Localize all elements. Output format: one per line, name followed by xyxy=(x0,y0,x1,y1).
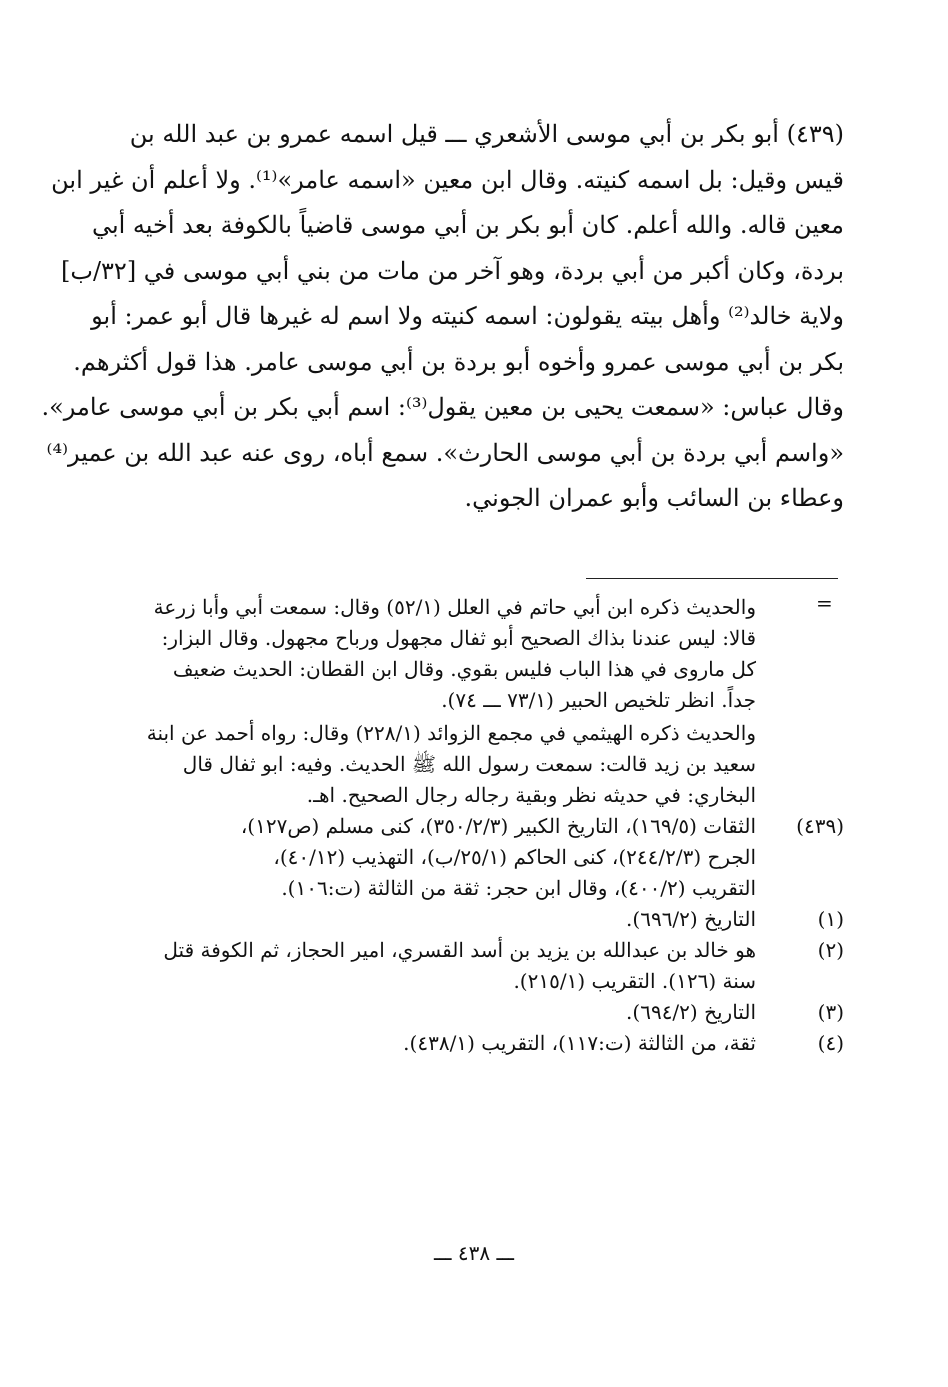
main-text-line: قيس وقيل: بل اسمه كنيته. وقال ابن معين «اسمه عامر»⁽¹⁾. ولا أعلم أن غير ابن xyxy=(51,165,844,194)
footnote-line: جداً. انظر تلخيص الحبير (٧٣/١ ـــ ٧٤). xyxy=(441,688,756,712)
main-text xyxy=(41,112,844,522)
main-text-line: معين قاله. والله أعلم. كان أبو بكر بن أبي موسى قاضياً بالكوفة بعد أخيه أبي xyxy=(91,211,844,239)
main-text-line: بردة، وكان أكبر من أبي بردة، وهو آخر من مات من بني أبي موسى في [٣٢/ب] xyxy=(60,256,844,285)
footnote-line: والحديث ذكره ابن أبي حاتم في العلل (٥٢/١) وقال: سمعت أبي وأبا زرعة xyxy=(153,595,756,619)
footnote-line: الثقات (١٦٩/٥)، التاريخ الكبير (٣٥٠/٢/٣)، كنى مسلم (ص١٢٧)، xyxy=(240,814,756,838)
footnote-number: (٣) xyxy=(817,1000,844,1024)
footnote-body xyxy=(96,904,756,935)
footnote-continuation xyxy=(96,592,756,811)
footnote-body xyxy=(96,811,756,904)
main-text-line: ولاية خالد⁽²⁾ وأهل بيته يقولون: اسمه كنيته ولا اسم له غيرها قال أبو عمر: أبو xyxy=(91,302,844,330)
footnote-line: قالا: ليس عندنا بذاك الصحيح أبو ثفال مجهول ورباح مجهول. وقال البزار: xyxy=(161,626,756,650)
footnote-item xyxy=(96,811,846,904)
footnote-number: (٢) xyxy=(817,938,844,962)
footnote-line: والحديث ذكره الهيثمي في مجمع الزوائد (٢٢٨/١) وقال: رواه أحمد عن ابنة xyxy=(146,721,756,745)
footnote-line: التاريخ (٦٩٦/٢). xyxy=(626,907,756,931)
footnote-number: (٤) xyxy=(817,1031,844,1055)
footnote-body xyxy=(96,1028,756,1059)
footnote-line: التقريب (٤٠٠/٢)، وقال ابن حجر: ثقة من الثالثة (ت:١٠٦). xyxy=(281,876,756,900)
footnote-body xyxy=(96,997,756,1028)
footnote-item xyxy=(96,997,846,1028)
footnotes xyxy=(96,592,846,1059)
footnote-item xyxy=(96,1028,846,1059)
footnote-line: البخاري: في حديثه نظر وبقية رجاله رجال الصحيح. اهـ. xyxy=(306,783,756,807)
main-text-line: «واسم أبي بردة بن أبي موسى الحارث». سمع أباه، روى عنه عبد الله بن عمير⁽⁴⁾ xyxy=(46,438,844,467)
main-text-line: بكر بن أبي موسى عمرو وأخوه أبو بردة بن أبي موسى عامر. هذا قول أكثرهم. xyxy=(73,347,844,376)
footnote-line: التاريخ (٦٩٤/٢). xyxy=(626,1000,756,1024)
footnote-line: الجرح (٢٤٤/٢/٣)، كنى الحاكم (٢٥/١/ب)، التهذيب (٤٠/١٢)، xyxy=(273,845,756,869)
main-text-line: (٤٣٩) أبو بكر بن أبي موسى الأشعري ـــ قيل اسمه عمرو بن عبد الله بن xyxy=(129,120,844,148)
footnote-line: سنة (١٢٦). التقريب (٢١٥/١). xyxy=(513,969,756,993)
main-text-line: وقال عباس: «سمعت يحيى بن معين يقول⁽³⁾: اسم أبي بكر بن أبي موسى عامر». xyxy=(41,393,844,421)
footnote-body xyxy=(96,935,756,997)
footnote-separator xyxy=(586,578,838,579)
footnote-line: سعيد بن زيد قالت: سمعت رسول الله ﷺ الحديث. وفيه: ابو ثفال قال xyxy=(182,752,756,776)
footnote-item xyxy=(96,904,846,935)
footnote-line: كل ماروى في هذا الباب فليس بقوي. وقال ابن القطان: الحديث ضعيف xyxy=(172,657,756,681)
footnote-line: هو خالد بن عبدالله بن يزيد بن أسد القسري، امير الحجاز، ثم الكوفة قتل xyxy=(163,938,756,962)
footnote-item xyxy=(96,935,846,997)
page-number: ـــ ٤٣٨ ـــ xyxy=(433,1241,515,1265)
footnote-line: ثقة، من الثالثة (ت:١١٧)، التقريب (٤٣٨/١). xyxy=(403,1031,756,1055)
footnote-number: (٤٣٩) xyxy=(796,814,844,838)
continuation-mark: = xyxy=(816,591,833,615)
main-text-line: وعطاء بن السائب وأبو عمران الجوني. xyxy=(464,484,844,512)
footnote-number: (١) xyxy=(817,907,844,931)
